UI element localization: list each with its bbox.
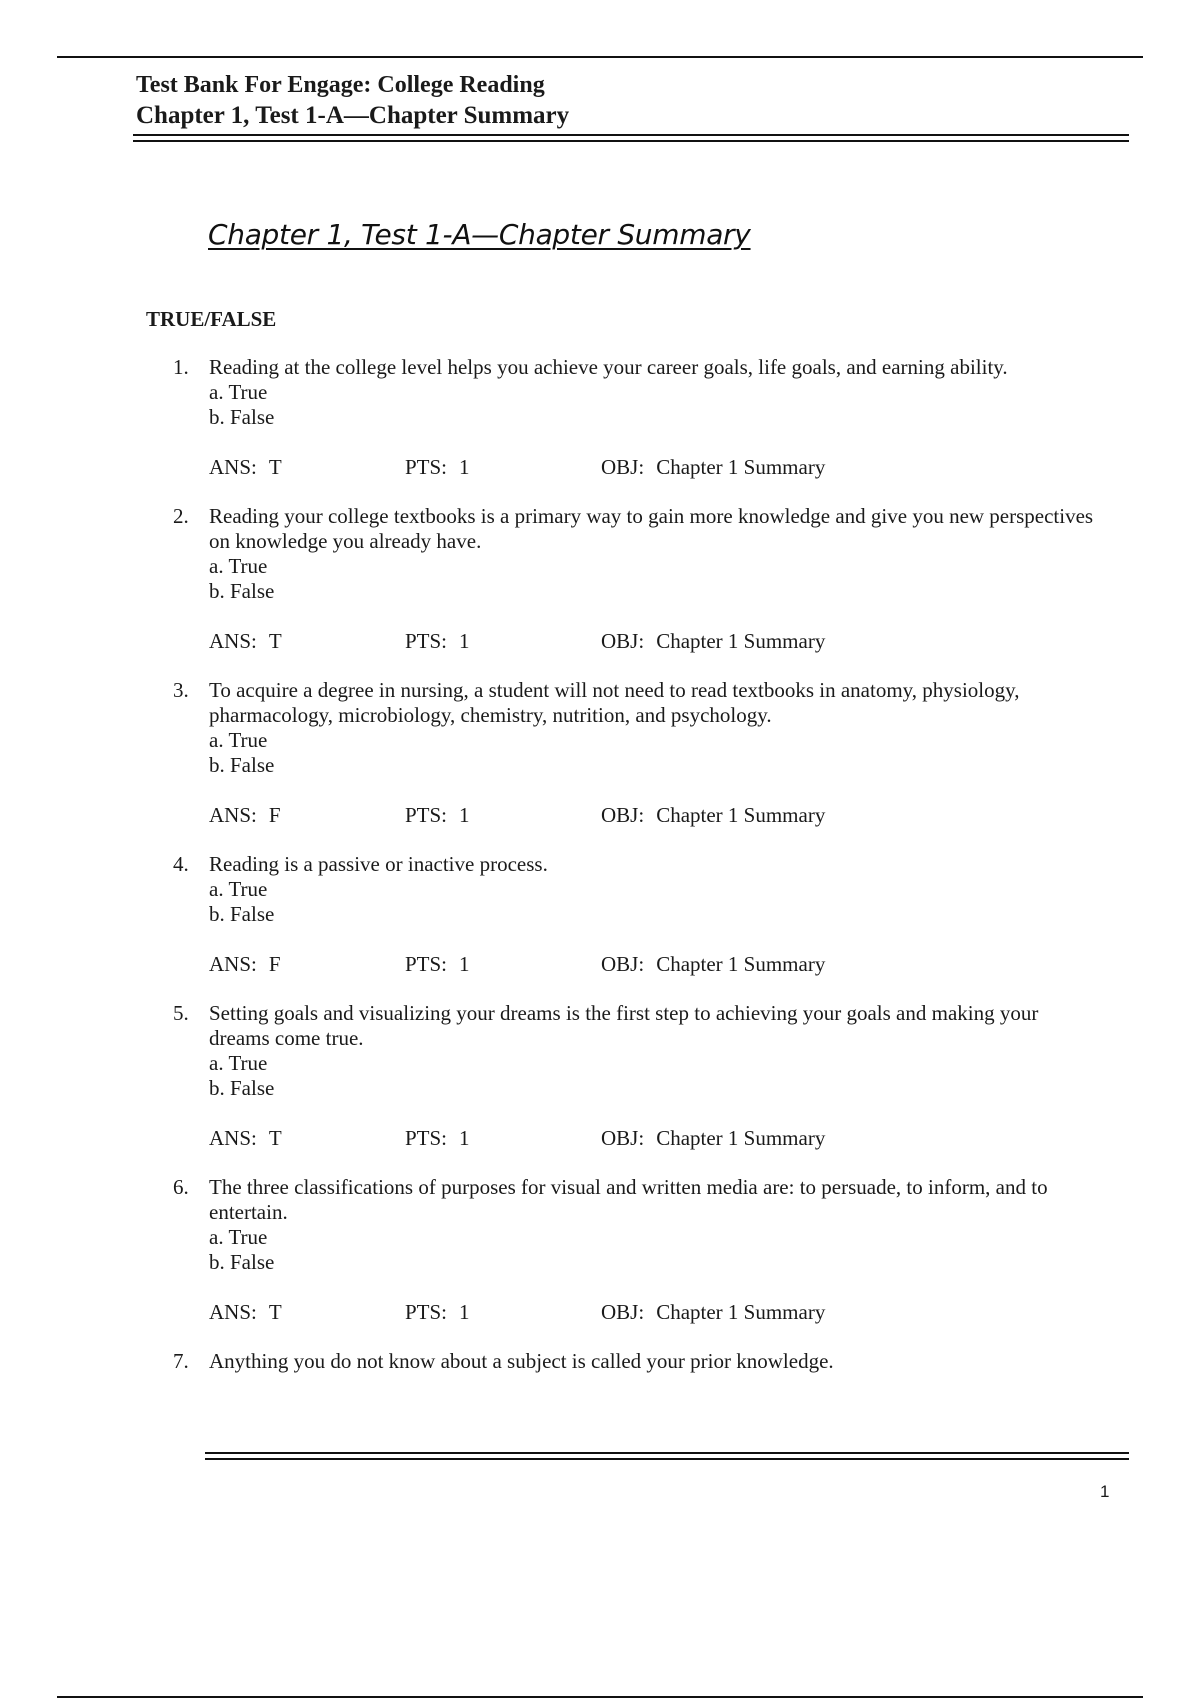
pts-value: 1 (459, 455, 470, 479)
obj-label: OBJ: (601, 1300, 645, 1324)
obj-value: Chapter 1 Summary (656, 1126, 826, 1150)
pts-value: 1 (459, 1126, 470, 1150)
choice-a: a. True (209, 1051, 268, 1075)
chapter-title: Chapter 1, Test 1-A—Chapter Summary (208, 218, 751, 251)
ans-label: ANS: (209, 1126, 257, 1150)
question-number: 3. (173, 678, 189, 702)
ans-label: ANS: (209, 629, 257, 653)
question-2 (160, 504, 1100, 654)
ans-value: T (268, 1300, 282, 1324)
header-book-title: Test Bank For Engage: College Reading (136, 72, 545, 98)
obj-value: Chapter 1 Summary (656, 629, 826, 653)
question-number: 1. (173, 355, 189, 379)
choice-b: b. False (209, 753, 275, 777)
page-number: 1 (1100, 1482, 1110, 1501)
obj-label: OBJ: (601, 952, 645, 976)
pts-value: 1 (459, 952, 470, 976)
obj-label: OBJ: (601, 803, 645, 827)
answer-row (209, 455, 1100, 480)
pts-label: PTS: (405, 952, 448, 976)
ans-value: F (268, 803, 281, 827)
question-text: Setting goals and visualizing your dreams is the first step to achieving your goals and making your dreams come true. (209, 1001, 1039, 1050)
choice-b: b. False (209, 1250, 275, 1274)
ans-value: F (268, 952, 281, 976)
obj-label: OBJ: (601, 455, 645, 479)
obj-value: Chapter 1 Summary (656, 952, 826, 976)
question-number: 2. (173, 504, 189, 528)
choice-b: b. False (209, 902, 275, 926)
section-heading-true-false: TRUE/FALSE (146, 307, 277, 331)
header-chapter-title: Chapter 1, Test 1-A—Chapter Summary (136, 101, 570, 129)
question-number: 4. (173, 852, 189, 876)
pts-label: PTS: (405, 1300, 448, 1324)
ans-label: ANS: (209, 952, 257, 976)
choice-a: a. True (209, 1225, 268, 1249)
question-text: Anything you do not know about a subject is called your prior knowledge. (209, 1349, 834, 1373)
pts-value: 1 (459, 1300, 470, 1324)
question-number: 7. (173, 1349, 189, 1373)
question-list (160, 355, 1100, 1398)
ans-label: ANS: (209, 1300, 257, 1324)
answer-row (209, 1126, 1100, 1151)
choice-a: a. True (209, 380, 268, 404)
top-rule (57, 56, 1143, 58)
question-5 (160, 1001, 1100, 1151)
choice-b: b. False (209, 1076, 275, 1100)
ans-label: ANS: (209, 455, 257, 479)
answer-row (209, 952, 1100, 977)
footer-double-rule (205, 1452, 1129, 1460)
question-number: 6. (173, 1175, 189, 1199)
question-6 (160, 1175, 1100, 1325)
obj-value: Chapter 1 Summary (656, 1300, 826, 1324)
question-1 (160, 355, 1100, 480)
header-double-rule (133, 134, 1129, 142)
answer-row (209, 629, 1100, 654)
choice-a: a. True (209, 877, 268, 901)
choice-a: a. True (209, 554, 268, 578)
question-4 (160, 852, 1100, 977)
question-7 (160, 1349, 1100, 1374)
pts-value: 1 (459, 629, 470, 653)
pts-label: PTS: (405, 1126, 448, 1150)
answer-row (209, 803, 1100, 828)
ans-value: T (268, 1126, 282, 1150)
pts-label: PTS: (405, 629, 448, 653)
bottom-rule (57, 1696, 1143, 1698)
pts-label: PTS: (405, 803, 448, 827)
page-header (136, 72, 569, 130)
choice-b: b. False (209, 405, 275, 429)
obj-value: Chapter 1 Summary (656, 455, 826, 479)
ans-value: T (268, 455, 282, 479)
ans-label: ANS: (209, 803, 257, 827)
answer-row (209, 1300, 1100, 1325)
pts-value: 1 (459, 803, 470, 827)
question-text: Reading at the college level helps you achieve your career goals, life goals, and earning ability. (209, 355, 1008, 379)
question-text: Reading your college textbooks is a primary way to gain more knowledge and give you new perspectives on knowledge you already have. (209, 504, 1094, 553)
choice-b: b. False (209, 579, 275, 603)
question-number: 5. (173, 1001, 189, 1025)
question-text: Reading is a passive or inactive process. (209, 852, 548, 876)
question-text: The three classifications of purposes for visual and written media are: to persuade, to inform, and to entertain. (209, 1175, 1048, 1224)
ans-value: T (268, 629, 282, 653)
question-3 (160, 678, 1100, 828)
obj-label: OBJ: (601, 629, 645, 653)
choice-a: a. True (209, 728, 268, 752)
obj-value: Chapter 1 Summary (656, 803, 826, 827)
pts-label: PTS: (405, 455, 448, 479)
obj-label: OBJ: (601, 1126, 645, 1150)
question-text: To acquire a degree in nursing, a student will not need to read textbooks in anatomy, physiology, pharmacology, microbiology, chemistry, nutrition, and psychology. (209, 678, 1020, 727)
